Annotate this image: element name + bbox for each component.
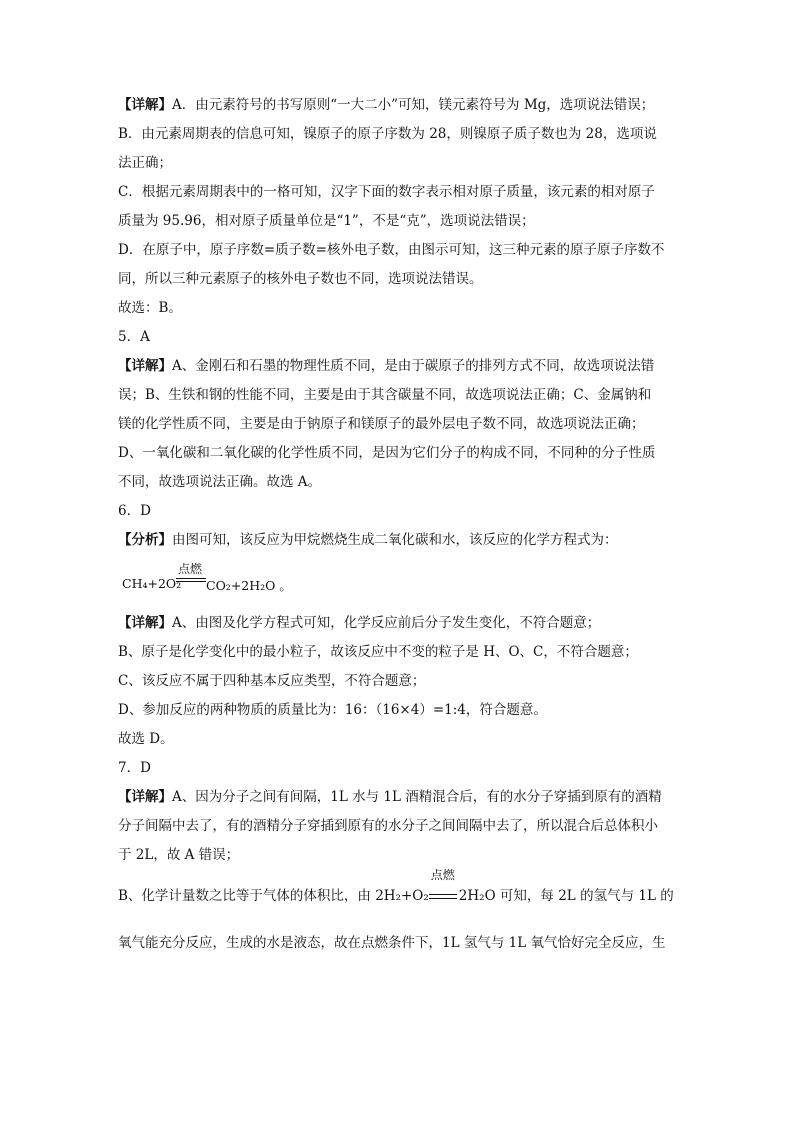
text-line (118, 759, 678, 777)
section-tag: 【详解】 (118, 615, 172, 631)
text-block-1 (118, 96, 678, 549)
section-tag: 【详解】 (118, 97, 172, 113)
line-text: 故选：B。 (118, 300, 182, 316)
text-line (118, 531, 678, 549)
paragraph-line-b-equation (118, 868, 678, 908)
line-text: C．根据元素周期表中的一格可知，汉字下面的数字表示相对原子质量，该元素的相对原子 (118, 184, 655, 200)
line-text: 不同，故选项说法正确。故选 A。 (118, 474, 322, 490)
inline-eq-condition: 点燃 (430, 868, 455, 882)
line-text: 法正确； (118, 155, 172, 171)
line-text: 5．A (118, 329, 150, 345)
line-text: B．由元素周期表的信息可知，镍原子的原子序数为 28，则镍原子质子数也为 28，选项说 (118, 126, 657, 142)
line-text: D、参加反应的两种物质的质量比为：16：（16×4）=1:4，符合题意。 (118, 702, 547, 718)
line-text: A、由图及化学方程式可知，化学反应前后分子发生变化，不符合题意； (172, 615, 601, 631)
text-line (118, 730, 678, 748)
line-text: 故选 D。 (118, 731, 174, 747)
line-text: 6．D (118, 503, 151, 519)
section-tag: 【分析】 (118, 532, 172, 548)
line-text: D．在原子中，原子序数=质子数=核外电子数，由图示可知，这三种元素的原子原子序数不 (118, 242, 665, 258)
text-line (118, 270, 678, 288)
line-text: C、该反应不属于四种基本反应类型，不符合题意； (118, 673, 426, 689)
section-tag: 【详解】 (118, 789, 172, 805)
text-line (118, 125, 678, 143)
inline-equation-water (375, 868, 496, 905)
text-line (118, 502, 678, 520)
text-line (118, 183, 678, 201)
line-text: A．由元素符号的书写原则“一大二小”可知，镁元素符号为 Mg，选项说法错误； (172, 97, 655, 113)
text-line (118, 212, 678, 230)
equation-equals-bar-top (176, 578, 206, 579)
equation-reactants: CH₄+2O₂ (122, 576, 182, 591)
text-line (118, 357, 678, 375)
line-text: B、原子是化学变化中的最小粒子，故该反应中不变的粒子是 H、O、C，不符合题意； (118, 644, 638, 660)
text-line (118, 154, 678, 172)
text-line (118, 473, 678, 491)
text-line (118, 96, 678, 114)
text-line (118, 788, 678, 806)
line-pre-text: B、化学计量数之比等于气体的体积比，由 (118, 888, 376, 904)
equation-condition: 点燃 (178, 562, 203, 576)
inline-eq-rhs: 2H₂O (458, 888, 496, 904)
line-text: 分子间隔中去了，有的酒精分子穿插到原有的水分子之间间隔中去了，所以混合后总体积小 (118, 818, 658, 834)
text-line (118, 614, 678, 632)
text-line (118, 444, 678, 462)
text-line (118, 817, 678, 835)
document-page (118, 96, 678, 963)
text-line (118, 241, 678, 259)
text-line (118, 672, 678, 690)
line-text: D、一氧化碳和二氧化碳的化学性质不同，是因为它们分子的构成不同，不同种的分子性质 (118, 445, 656, 461)
text-line (118, 299, 678, 317)
line-text: 同，所以三种元素原子的核外电子数也不同，选项说法错误。 (118, 271, 483, 287)
inline-eq-arrow (429, 868, 459, 900)
text-line (118, 701, 678, 719)
text-block-2 (118, 614, 678, 864)
text-line (118, 846, 678, 864)
line-text: 镁的化学性质不同，主要是由于钠原子和镁原子的最外层电子数不同，故选项说法正确； (118, 416, 645, 432)
text-line (118, 643, 678, 661)
inline-eq-equals (429, 894, 457, 899)
line-text: A、因为分子之间有间隔，1L 水与 1L 酒精混合后，有的水分子穿插到原有的酒精 (172, 789, 662, 805)
section-tag: 【详解】 (118, 358, 172, 374)
text-line (118, 415, 678, 433)
line-text: 由图可知，该反应为甲烷燃烧生成二氧化碳和水，该反应的化学方程式为： (172, 532, 618, 548)
line-text: 质量为 95.96，相对原子质量单位是“1”，不是“克”，选项说法错误； (118, 213, 535, 229)
inline-eq-lhs: 2H₂+O₂ (375, 888, 429, 904)
line-text: A、金刚石和石墨的物理性质不同，是由于碳原子的排列方式不同，故选项说法错 (172, 358, 655, 374)
chemical-equation-methane (118, 560, 678, 600)
line-text: 于 2L，故 A 错误； (118, 847, 240, 863)
equation-products: CO₂+2H₂O 。 (206, 578, 292, 593)
line-post-text: 可知，每 2L 的氢气与 1L 的 (495, 888, 674, 904)
paragraph-line-final: 氧气能充分反应，生成的水是液态，故在点燃条件下，1L 氢气与 1L 氧气恰好完全反应，生 (118, 935, 666, 951)
line-text: 7．D (118, 760, 151, 776)
equation-equals-bar-bottom (176, 581, 206, 582)
text-line (118, 328, 678, 346)
line-text: 误；B、生铁和钢的性能不同，主要是由于其含碳量不同，故选项说法正确；C、金属钠和 (118, 387, 652, 403)
text-line (118, 386, 678, 404)
